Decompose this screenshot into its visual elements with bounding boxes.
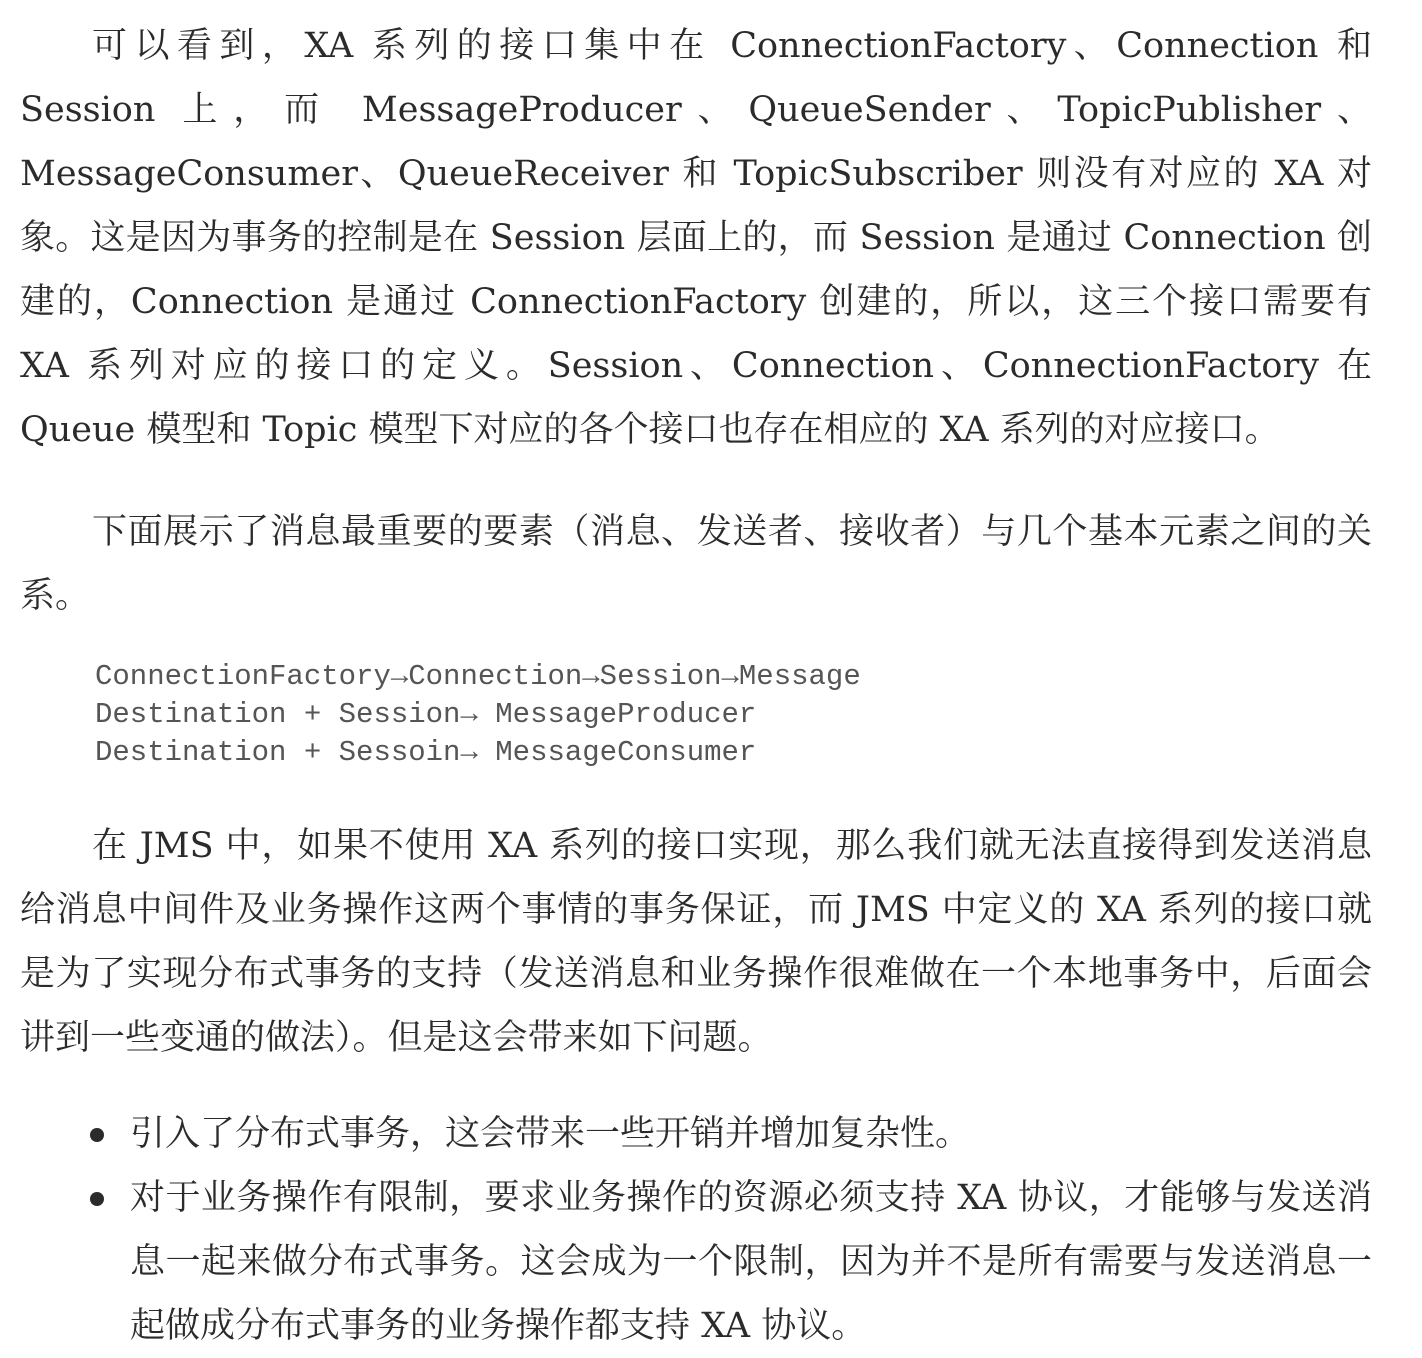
code-line: Destination + Session→ MessageProducer	[95, 698, 757, 731]
paragraph-message-elements-intro: 下面展示了消息最重要的要素（消息、发送者、接收者）与几个基本元素之间的关系。	[20, 512, 1372, 616]
problem-list	[20, 1102, 1372, 1358]
list-item	[130, 1166, 1372, 1358]
list-item-text: 引入了分布式事务，这会带来一些开销并增加复杂性。	[130, 1114, 971, 1154]
document-page	[20, 14, 1372, 1358]
code-block-relationships	[95, 658, 1372, 772]
bullet-dot-icon	[90, 1128, 104, 1142]
paragraph-xa-interfaces: 可以看到，XA 系列的接口集中在 ConnectionFactory、Connection 和 Session 上，而 MessageProducer、QueueSender、TopicPublisher、MessageConsumer、QueueReceiver 和 TopicSubscriber 则没有对应的 XA 对象。这是因为事务的控制是在 Session 层面上的，而 Session 是通过 Connection 创建的，Connection 是通过 ConnectionFactory 创建的，所以，这三个接口需要有 XA 系列对应的接口的定义。Session、Connection、ConnectionFactory 在 Queue 模型和 Topic 模型下对应的各个接口也存在相应的 XA 系列的对应接口。	[20, 26, 1372, 450]
list-item	[130, 1102, 1372, 1166]
code-line: ConnectionFactory→Connection→Session→Message	[95, 660, 861, 693]
code-line: Destination + Sessoin→ MessageConsumer	[95, 736, 757, 769]
list-item-text: 对于业务操作有限制，要求业务操作的资源必须支持 XA 协议，才能够与发送消息一起来做分布式事务。这会成为一个限制，因为并不是所有需要与发送消息一起做成分布式事务的业务操作都支持 XA 协议。	[130, 1178, 1372, 1346]
paragraph-jms-xa-problems: 在 JMS 中，如果不使用 XA 系列的接口实现，那么我们就无法直接得到发送消息给消息中间件及业务操作这两个事情的事务保证，而 JMS 中定义的 XA 系列的接口就是为了实现分布式事务的支持（发送消息和业务操作很难做在一个本地事务中，后面会讲到一些变通的做法）。但是这会带来如下问题。	[20, 826, 1372, 1058]
bullet-dot-icon	[90, 1192, 104, 1206]
